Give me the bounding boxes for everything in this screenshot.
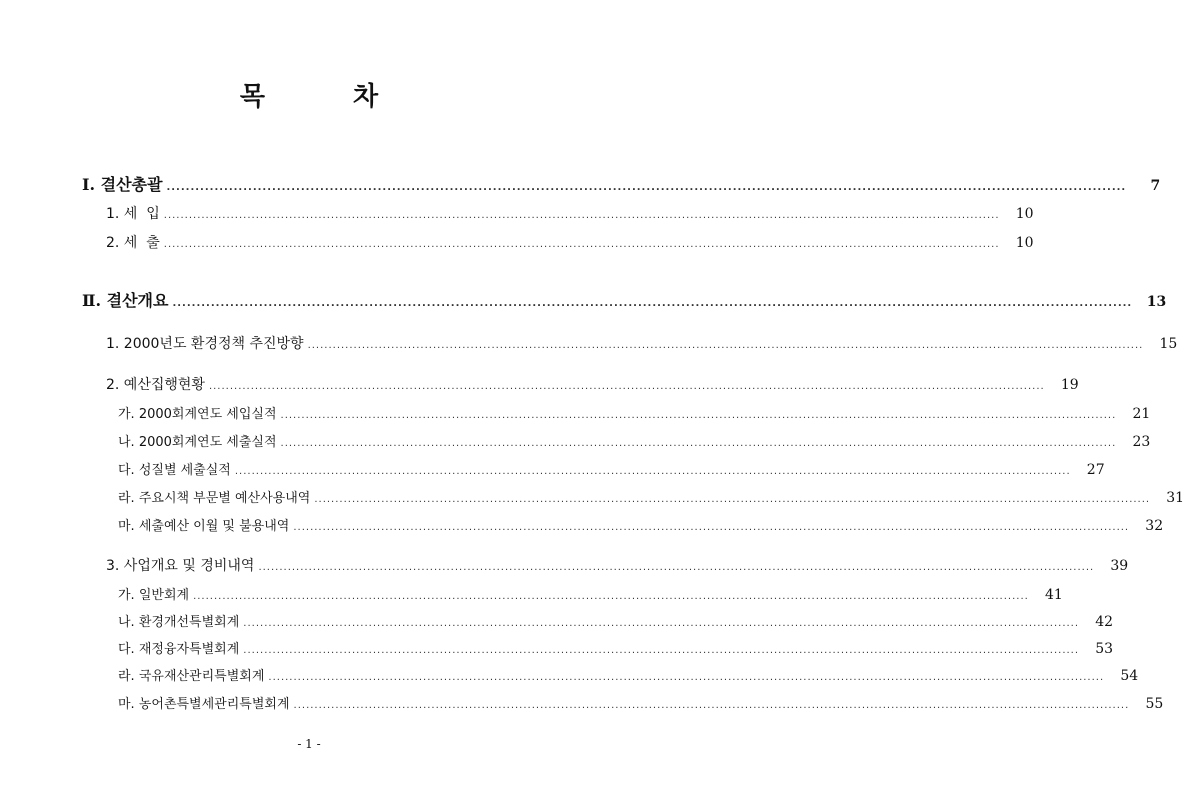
toc-entry	[106, 374, 1079, 394]
toc-entry-page: 19	[1060, 377, 1079, 393]
toc-entry-label: 마. 농어촌특별세관리특별회계	[118, 697, 290, 712]
toc-entry-label: 라. 국유재산관리특별회계	[118, 669, 265, 684]
toc-entry-page: 21	[1132, 406, 1151, 422]
page-title	[0, 76, 618, 113]
toc-entry-label: 마. 세출예산 이월 및 불용내역	[118, 519, 290, 534]
toc-entry-label: 1. 2000년도 환경정책 추진방향	[106, 336, 304, 352]
toc-leader-dots: ........................................................................................................................................................................................................	[243, 618, 1080, 629]
title-char-1: 목	[239, 82, 265, 112]
toc-entry-page: 10	[1015, 206, 1034, 222]
toc-entry-page: 13	[1146, 294, 1167, 310]
toc-entry-page: 55	[1145, 696, 1164, 712]
toc-leader-dots: ........................................................................................................................................................................................................	[268, 672, 1105, 683]
toc-entry-page: 23	[1132, 434, 1151, 450]
toc-entry-page: 15	[1159, 336, 1178, 352]
toc-entry	[118, 459, 1105, 479]
toc-entry-label: Ⅰ. 결산총괄	[82, 175, 163, 194]
toc-entry	[118, 515, 1164, 535]
toc-entry	[118, 403, 1151, 423]
page-number: - 1 -	[297, 737, 321, 751]
toc-leader-dots: ........................................................................................................................................................................................................	[280, 438, 1117, 449]
title-char-2: 차	[353, 82, 379, 112]
toc-entry	[118, 611, 1114, 631]
toc-entry-page: 27	[1086, 462, 1105, 478]
toc-leader-dots: ........................................................................................................................................................................................................	[193, 591, 1029, 602]
toc-leader-dots: ........................................................................................................................................................................................................	[234, 466, 1071, 477]
toc-leader-dots: ........................................................................................................................................................................................................	[163, 210, 1000, 221]
toc-leader-dots: ........................................................................................................................................................................................................	[243, 645, 1080, 656]
toc-entry-page: 41	[1044, 587, 1063, 603]
toc-entry-label: 2. 예산집행현황	[106, 377, 205, 393]
toc-leader-dots: ........................................................................................................................................................................................................	[208, 381, 1045, 392]
toc-entry-page: 10	[1015, 235, 1034, 251]
toc-entry	[118, 487, 1184, 507]
toc-entry-label: 나. 2000회계연도 세출실적	[118, 435, 277, 450]
toc-leader-dots: ........................................................................................................................................................................................................	[280, 410, 1117, 421]
toc-entry-label: 3. 사업개요 및 경비내역	[106, 558, 255, 574]
toc-entry-page: 32	[1145, 518, 1164, 534]
toc-entry	[106, 232, 1034, 252]
toc-leader-dots: ........................................................................................................................................................................................................	[163, 239, 1000, 250]
toc-entry-page: 53	[1095, 641, 1114, 657]
toc-entry-label: 나. 환경개선특별회계	[118, 615, 240, 630]
toc-leader-dots: ........................................................................................................................................................................................................	[314, 494, 1151, 505]
toc-entry-label: 2. 세 출	[106, 235, 160, 251]
toc-entry-page: 31	[1166, 490, 1184, 506]
toc-entry	[106, 333, 1178, 353]
toc-entry	[82, 172, 1161, 194]
toc-entry	[82, 288, 1167, 310]
toc-entry-page: 7	[1150, 178, 1161, 194]
toc-entry-label: 다. 성질별 세출실적	[118, 463, 231, 478]
toc-entry-label: 가. 일반회계	[118, 588, 190, 603]
toc-entry-label: 1. 세 입	[106, 206, 160, 222]
toc-entry	[106, 203, 1034, 223]
toc-leader-dots: ........................................................................................................................................................................................................	[172, 298, 1133, 309]
toc-entry-page: 42	[1095, 614, 1114, 630]
toc-leader-dots: ........................................................................................................................................................................................................	[166, 182, 1127, 193]
toc-leader-dots: ........................................................................................................................................................................................................	[293, 522, 1130, 533]
toc-entry-label: 라. 주요시책 부문별 예산사용내역	[118, 491, 311, 506]
toc-entry	[118, 693, 1164, 713]
toc-entry	[118, 665, 1139, 685]
toc-entry	[118, 584, 1063, 604]
toc-leader-dots: ........................................................................................................................................................................................................	[293, 700, 1130, 711]
toc-entry	[118, 638, 1114, 658]
toc-entry-page: 54	[1120, 668, 1139, 684]
toc-entry-page: 39	[1110, 558, 1129, 574]
toc-leader-dots: ........................................................................................................................................................................................................	[307, 340, 1144, 351]
toc-entry-label: Ⅱ. 결산개요	[82, 291, 169, 310]
toc-entry-label: 가. 2000회계연도 세입실적	[118, 407, 277, 422]
toc-entry	[106, 555, 1129, 575]
toc-entry-label: 다. 재정융자특별회계	[118, 642, 240, 657]
toc-entry	[118, 431, 1151, 451]
toc-leader-dots: ........................................................................................................................................................................................................	[258, 562, 1095, 573]
